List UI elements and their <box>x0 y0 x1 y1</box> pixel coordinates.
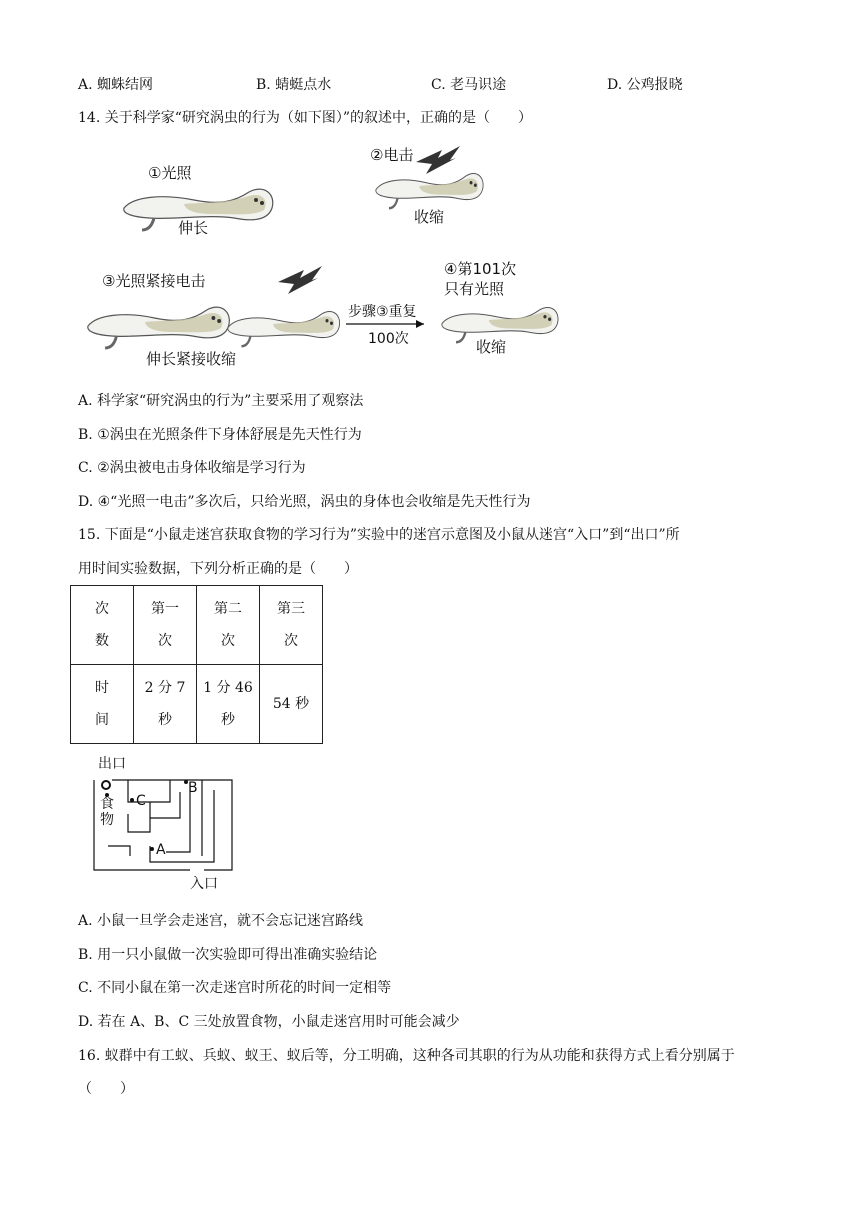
q13-option-d: D. 公鸡报晓 <box>607 77 683 93</box>
q15-option-a: A. 小鼠一旦学会走迷宫，就不会忘记迷宫路线 <box>78 913 364 929</box>
arrow-top-label: 步骤③重复 <box>348 304 417 320</box>
q14-option-b: B. ①涡虫在光照条件下身体舒展是先天性行为 <box>78 427 362 443</box>
q15-stem-line1: 15. 下面是“小鼠走迷宫获取食物的学习行为”实验中的迷宫示意图及小鼠从迷宫“入口”到“出口”所 <box>78 527 680 543</box>
q15-option-d: D. 若在 A、B、C 三处放置食物，小鼠走迷宫用时可能会减少 <box>78 1014 460 1030</box>
table-cell: 54 秒 <box>260 665 323 744</box>
q14-stem: 14. 关于科学家“研究涡虫的行为（如下图）”的叙述中，正确的是（ ） <box>78 110 533 126</box>
q13-option-c: C. 老马识途 <box>431 77 507 93</box>
table-cell: 次 数 <box>71 586 134 665</box>
table-cell: 第三 次 <box>260 586 323 665</box>
point-c-label: C <box>136 793 146 809</box>
q15-option-b: B. 用一只小鼠做一次实验即可得出准确实验结论 <box>78 947 378 963</box>
q14-option-c: C. ②涡虫被电击身体收缩是学习行为 <box>78 460 306 476</box>
maze-exit-label: 出口 <box>98 756 126 772</box>
step2-title: ②电击 <box>370 146 414 164</box>
q13-option-b: B. 蜻蜓点水 <box>256 77 332 93</box>
table-cell: 时 间 <box>71 665 134 744</box>
q15-option-c: C. 不同小鼠在第一次走迷宫时所花的时间一定相等 <box>78 980 392 996</box>
table-row <box>71 665 323 744</box>
point-c-dot <box>130 798 134 802</box>
table-cell: 第一 次 <box>134 586 197 665</box>
point-b-label: B <box>188 780 198 796</box>
table-cell: 第二 次 <box>197 586 260 665</box>
maze-entrance-label: 入口 <box>190 876 218 892</box>
step3-result: 伸长紧接收缩 <box>146 350 237 368</box>
point-a-dot <box>150 847 154 851</box>
step2-result: 收缩 <box>414 208 445 226</box>
planarian-step2 <box>376 173 483 208</box>
planarian-step4 <box>442 307 558 342</box>
maze-diagram <box>90 752 240 892</box>
table-header-row <box>71 586 323 665</box>
arrow-bottom-label: 100次 <box>368 331 409 347</box>
q16-stem-line2: （ ） <box>78 1081 134 1097</box>
step4-title-line2: 只有光照 <box>444 280 505 298</box>
step1-title: ①光照 <box>148 164 192 182</box>
table-cell: 1 分 46 秒 <box>197 665 260 744</box>
step4-result: 收缩 <box>476 338 507 356</box>
food-label-1: 食 <box>100 796 114 812</box>
exit-marker-icon <box>102 781 110 789</box>
q16-stem-line1: 16. 蚁群中有工蚁、兵蚁、蚁王、蚁后等，分工明确，这种各司其职的行为从功能和获得方式上看分别属于 <box>78 1048 735 1064</box>
planarian-step3a <box>88 307 230 348</box>
maze-time-table <box>70 585 323 744</box>
planarian-step3b <box>228 311 340 346</box>
planarian-experiment-figure <box>80 138 560 370</box>
point-a-label: A <box>156 842 166 858</box>
arrow-head-icon <box>416 320 424 328</box>
lightning-icon-2 <box>278 266 322 294</box>
q14-option-a: A. 科学家“研究涡虫的行为”主要采用了观察法 <box>78 393 364 409</box>
food-label-2: 物 <box>100 812 114 828</box>
q13-option-a: A. 蜘蛛结网 <box>78 77 154 93</box>
step1-result: 伸长 <box>178 219 209 237</box>
lightning-icon <box>416 146 460 174</box>
q15-stem-line2: 用时间实验数据，下列分析正确的是（ ） <box>78 561 358 577</box>
step4-title-line1: ④第101次 <box>444 260 517 278</box>
q14-option-d: D. ④“光照一电击”多次后，只给光照，涡虫的身体也会收缩是先天性行为 <box>78 494 531 510</box>
step3-title: ③光照紧接电击 <box>102 272 206 290</box>
table-cell: 2 分 7 秒 <box>134 665 197 744</box>
